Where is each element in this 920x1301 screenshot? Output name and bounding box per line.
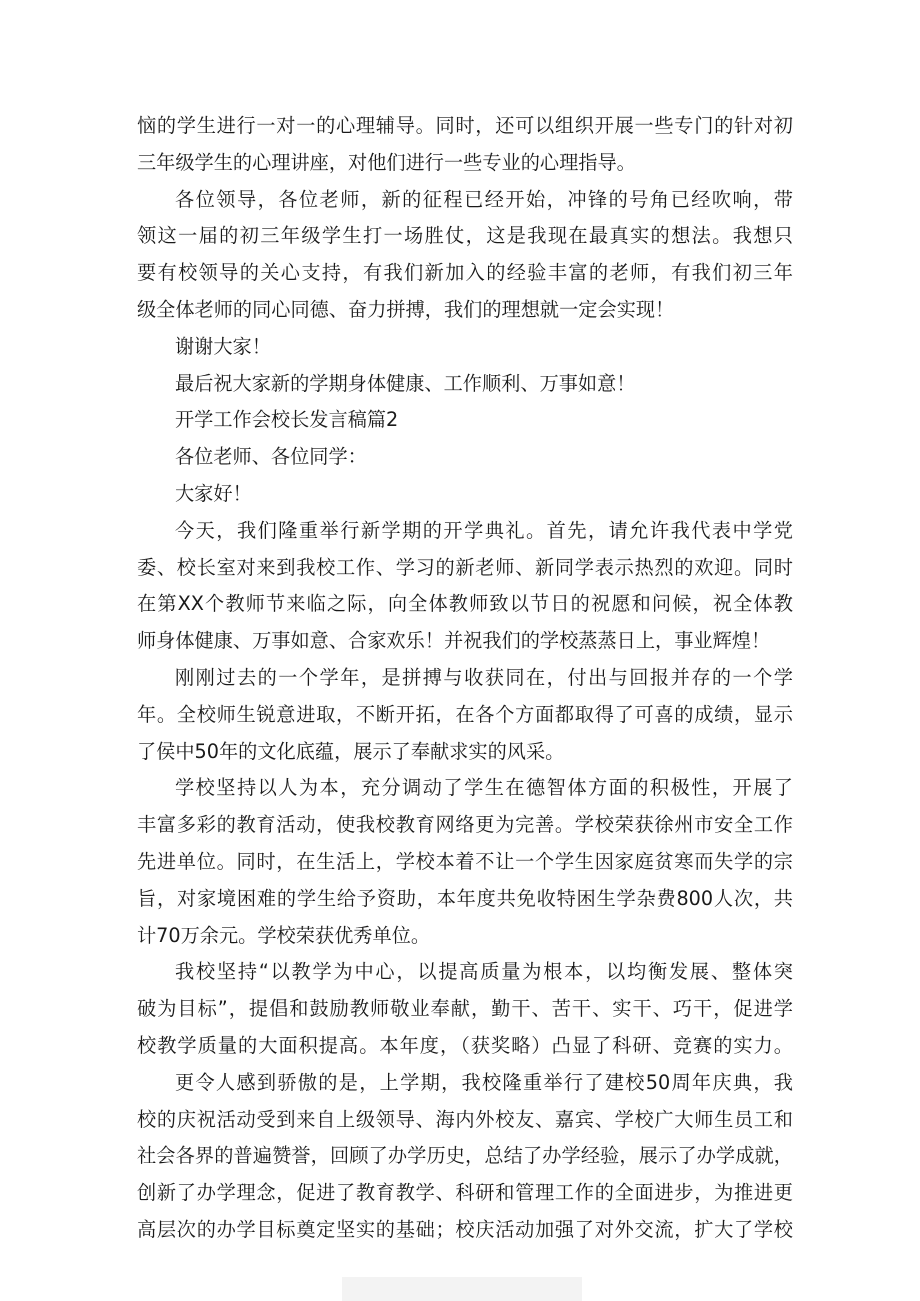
text-line: 丰富多彩的教育活动，使我校教育网络更为完善。学校荣获徐州市安全工作 [137, 813, 793, 837]
text-line: 今天，我们隆重举行新学期的开学典礼。首先，请允许我代表中学党 [175, 518, 793, 542]
text-line: 恼的学生进行一对一的心理辅导。同时，还可以组织开展一些专门的针对初 [137, 114, 793, 137]
section-title: 开学工作会校长发言稿篇2 [175, 408, 399, 432]
text-line: 破为目标”，提倡和鼓励教师敬业奉献，勤干、苦干、实干、巧干，促进学 [137, 997, 793, 1021]
text-line: 我校坚持“以教学为中心，以提高质量为根本，以均衡发展、整体突 [175, 960, 793, 984]
text-line: 各位领导，各位老师，新的征程已经开始，冲锋的号角已经吹响，带 [175, 187, 793, 211]
document-body [137, 108, 793, 1249]
text-line: 领这一届的初三年级学生打一场胜仗，这是我现在最真实的想法。我想只 [137, 224, 793, 248]
text-line: 学校坚持以人为本，充分调动了学生在德智体方面的积极性，开展了 [175, 776, 793, 800]
text-line: 旨，对家境困难的学生给予资助，本年度共免收特困生学杂费800人次，共 [137, 886, 793, 910]
text-line: 社会各界的普遍赞誉，回顾了办学历史，总结了办学经验，展示了办学成就， [137, 1144, 793, 1168]
text-line: 师身体健康、万事如意、合家欢乐！并祝我们的学校蒸蒸日上，事业辉煌！ [137, 629, 771, 653]
text-line: 高层次的办学目标奠定坚实的基础；校庆活动加强了对外交流，扩大了学校 [137, 1217, 793, 1241]
text-line: 了侯中50年的文化底蕴，展示了奉献求实的风采。 [137, 739, 565, 763]
text-line: 校的庆祝活动受到来自上级领导、海内外校友、嘉宾、学校广大师生员工和 [137, 1107, 793, 1131]
page-footer-bar [342, 1277, 582, 1301]
text-line: 谢谢大家！ [175, 334, 271, 358]
text-line: 要有校领导的关心支持，有我们新加入的经验丰富的老师，有我们初三年 [137, 261, 793, 285]
text-line: 先进单位。同时，在生活上，学校本着不让一个学生因家庭贫寒而失学的宗 [137, 849, 793, 873]
text-line: 计70万余元。学校荣获优秀单位。 [137, 923, 431, 947]
text-line: 年。全校师生锐意进取，不断开拓，在各个方面都取得了可喜的成绩，显示 [137, 702, 793, 726]
text-line: 委、校长室对来到我校工作、学习的新老师、新同学表示热烈的欢迎。同时 [137, 555, 793, 579]
text-line: 创新了办学理念，促进了教育教学、科研和管理工作的全面进步，为推进更 [137, 1181, 793, 1205]
text-line: 刚刚过去的一个学年，是拼搏与收获同在，付出与回报并存的一个学 [175, 665, 793, 689]
text-line: 在第XX个教师节来临之际，向全体教师致以节日的祝愿和问候，祝全体教 [137, 592, 793, 616]
greeting: 大家好！ [175, 481, 252, 505]
text-line: 更令人感到骄傲的是，上学期，我校隆重举行了建校50周年庆典，我 [175, 1070, 793, 1094]
text-line: 校教学质量的大面积提高。本年度，（获奖略）凸显了科研、竞赛的实力。 [137, 1033, 793, 1057]
text-line: 三年级学生的心理讲座，对他们进行一些专业的心理指导。 [137, 150, 636, 174]
text-line: 最后祝大家新的学期身体健康、工作顺利、万事如意！ [175, 371, 636, 395]
text-line: 级全体老师的同心同德、奋力拼搏，我们的理想就一定会实现！ [137, 297, 675, 321]
salutation: 各位老师、各位同学： [175, 445, 367, 469]
